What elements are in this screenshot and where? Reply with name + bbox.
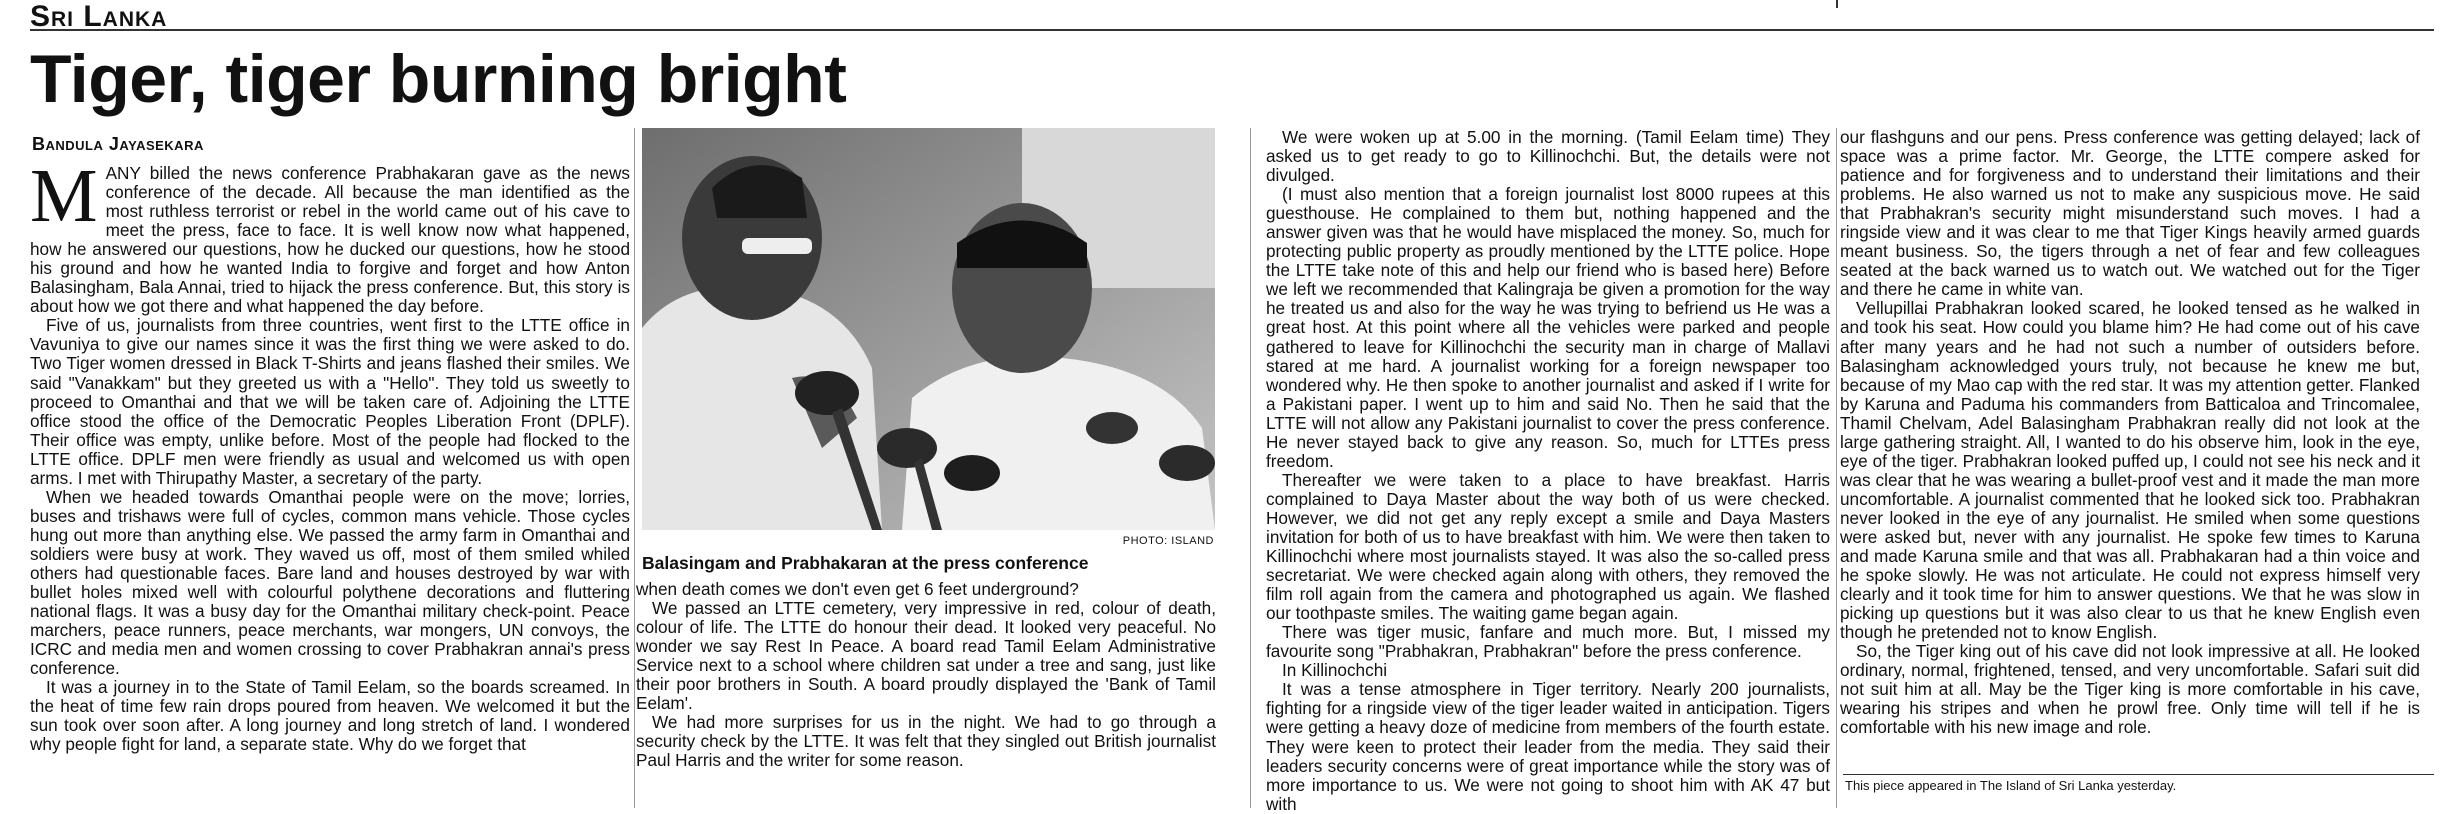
- paragraph: We were woken up at 5.00 in the morning. (Tamil Eelam time) They asked us to get ready to go to Killinochchi. But, the details were not divulged.: [1266, 127, 1830, 186]
- column-divider: [1836, 128, 1837, 808]
- paragraph: MANY billed the news conference Prabhakaran gave as the news conference of the decade. All because the man identified as the most ruthless terrorist or rebel in the world came out of his cave to meet the press, face to face. It is well know now what happened, how he answered our questions, how he ducked our questions, how he stood his ground and how he wanted India to forgive and forget and how Anton Balasingham, Bala Annai, tried to hijack the press conference. But, this story is about how we got there and what happened the day before.: [30, 154, 630, 317]
- headline: Tiger, tiger burning bright: [30, 41, 847, 117]
- paragraph: (I must also mention that a foreign journalist lost 8000 rupees at this guesthouse. He complained to them but, nothing happened and the answer given was that he would have misplaced the money. So, much for protecting public property as proudly mentioned by the LTTE police. Hope the LTTE take note of this and help our friend who is based here) Before we left we recommended that Kalingraja be given a promotion for the way he treated us and also for the way he was trying to befriend us He was a great host. At this point where all the vehicles were parked and people gathered to leave for Killinochchi the security man in charge of Mallavi stared at me hard. A journalist working for a foreign newspaper too wondered why. He then spoke to another journalist and asked if I write for a Pakistani paper. I went up to him and said No. Then he said that the LTTE will not allow any Pakistani journalist to cover the press conference. He never stayed back to give any reason. So, much for LTTEs press freedom.: [1266, 184, 1830, 471]
- article-column-1: [30, 154, 630, 755]
- paragraph: When we headed towards Omanthai people were on the move; lorries, buses and trishaws were full of cycles, common mans vehicle. Those cycles hung out more than anything else. We passed the army farm in Omanthai and soldiers were busy at work. They waved us off, most of them smiled whiled others had questionable faces. Bare land and houses destroyed by war with bullet holes mixed well with colourful polythene decorations and fluttering national flags. It was a busy day for the Omanthai military check-point. Peace marchers, peace runners, peace merchants, war mongers, UN convoys, the ICRC and media men and women crossing to cover Prabhakran annai's press conference.: [30, 486, 630, 679]
- article-column-3: [1266, 128, 1830, 814]
- photo-caption: Balasingam and Prabhakaran at the press conference: [642, 553, 1089, 573]
- subheading: In Killinochchi: [1282, 660, 1388, 681]
- paragraph: our flashguns and our pens. Press conference was getting delayed; lack of space was a prime factor. Mr. George, the LTTE compere asked for patience and for forgiveness and to understand their limitations and their problems. He also warned us not to make any suspicious move. He said that Prabhakran's security might misunderstand such moves. I had a ringside view and it was clear to me that Tiger Kings heavily armed guards meant business. So, the tigers through a net of fear and few colleagues seated at the back warned us to watch out. We watched out for the Tiger and there he came in white van.: [1840, 127, 2420, 300]
- paragraph: We had more surprises for us in the night. We had to go through a security check by the LTTE. It was felt that they singled out British journalist Paul Harris and the writer for some reason.: [636, 712, 1216, 771]
- paragraph: Five of us, journalists from three countries, went first to the LTTE office in Vavuniya to give our names since it was the first thing we were asked to do. Two Tiger women dressed in Black T-Shirts and jeans flashed their smiles. We said "Vanakkam" but they greeted us with a "Hello". They told us sweetly to proceed to Omanthai and that we will be taken care of. Adjoining the LTTE office stood the office of the Democratic Peoples Liberation Front (DPLF). Their office was empty, unlike before. Most of the people had flocked to the LTTE office. DPLF men were friendly as usual and welcomed us with open arms. I met with Thirupathy Master, a secretary of the party.: [30, 315, 630, 488]
- article-column-4: [1840, 128, 2420, 738]
- paragraph: We passed an LTTE cemetery, very impressive in red, colour of death, colour of life. The LTTE do honour their dead. It looked very peaceful. No wonder we say Rest In Peace. A board read Tamil Eelam Administrative Service next to a school where children sat under a tree and sang, just like their poor brothers in South. A board proudly displayed the 'Bank of Tamil Eelam'.: [636, 598, 1216, 714]
- paragraph: So, the Tiger king out of his cave did not look impressive at all. He looked ordinary, normal, frightened, tensed, and very uncomfortable. Safari suit did not suit him at all. May be the Tiger king is more comfortable in his cave, wearing his stripes and when he prowl free. Only time will tell if he is comfortable with his new image and role.: [1840, 641, 2420, 738]
- section-label: Sri Lanka: [30, 0, 168, 33]
- column-divider: [634, 128, 635, 808]
- top-tick-rule: [1836, 0, 1838, 8]
- article-column-2: [636, 580, 1216, 770]
- byline: Bandula Jayasekara: [32, 134, 204, 154]
- footer-rule: [1843, 774, 2434, 775]
- paragraph: Thereafter we were taken to a place to have breakfast. Harris complained to Daya Master about the way both of us were checked. However, we did not get any reply except a smile and Daya Masters invitation for both of us to have breakfast with him. We were then taken to Killinochchi where most journalists stayed. It was also the so-called press secretariat. We were checked again along with others, they removed the film roll again from the camera and photographed us again. We flashed our toothpaste smiles. The waiting game began again.: [1266, 469, 1830, 624]
- drop-cap: M: [30, 154, 98, 238]
- footer-note: This piece appeared in The Island of Sri Lanka yesterday.: [1845, 778, 2177, 793]
- photo-illustration: [642, 128, 1215, 530]
- paragraph: Vellupillai Prabhakran looked scared, he looked tensed as he walked in and took his seat. How could you blame him? He had come out of his cave after many years and he had not such a number of outsiders before. Balasingham acknowledged yours truly, not because he knew me but, because of my Mao cap with the red star. It was my attention getter. Flanked by Karuna and Paduma his commanders from Batticaloa and Trincomalee, Thamil Chelvam, Adel Balasingham Prabhakran really did not look at the large gathering straight. All, I wanted to do his observe him, look in the eye, eye of the tiger. Prabhakran looked puffed up, I could not see his neck and it was clear that he was wearing a bullet-proof vest and it made the man more uncomfortable. A journalist commented that he looked sick too. Prabhakran never looked in the eye of any journalist. He smiled when some questions were asked but, never with any journalist. He spoke few times to Karuna and made Karuna smile and that was all. Prabhakaran had a thin voice and he spoke slowly. He was not articulate. He could not express himself very clearly and it took time for him to answer questions. We that he was slow in picking up questions but it was also clear to us that he knew English even though he pretended not to know English.: [1840, 298, 2420, 643]
- paragraph: It was a journey in to the State of Tamil Eelam, so the boards screamed. In the heat of time few rain drops poured from heaven. We welcomed it but the sun took over soon after. A long journey and long stretch of land. I wondered why people fight for land, a separate state. Why do we forget that: [30, 677, 630, 755]
- photo-credit: PHOTO: ISLAND: [1122, 535, 1214, 547]
- paragraph: when death comes we don't even get 6 feet underground?: [636, 579, 1079, 599]
- top-rule: [30, 29, 2434, 31]
- paragraph: It was a tense atmosphere in Tiger territory. Nearly 200 journalists, fighting for a ringside view of the tiger leader waited in anticipation. Tigers were getting a heavy doze of medicine from members of the fourth estate. They were keen to protect their leader from the media. They said their leaders security concerns were of great importance while the story was of more importance to us. We were not going to shoot him with AK 47 but with: [1266, 679, 1830, 814]
- press-conference-photo: [642, 128, 1215, 530]
- paragraph: There was tiger music, fanfare and much more. But, I missed my favourite song "Prabhakran, Prabhakran" before the press conference.: [1266, 622, 1830, 662]
- column-divider: [1250, 128, 1251, 808]
